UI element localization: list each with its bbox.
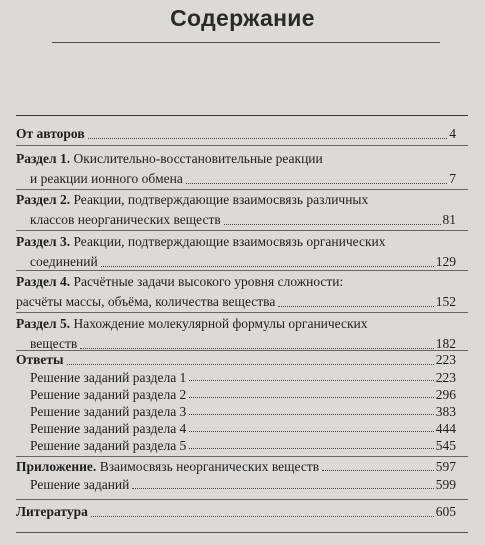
entry-label: Ответы (16, 352, 64, 367)
dot-leader (322, 470, 434, 471)
entry-title: Реакции, подтверждающие взаимосвязь органических (73, 234, 386, 249)
page-number: 152 (435, 294, 456, 309)
item-title: Решение заданий раздела 4 (30, 421, 187, 436)
entry-title: Окислительно-восстановительные реакции (73, 151, 323, 166)
item-title: Решение заданий (30, 477, 130, 492)
list-item[interactable] (16, 403, 456, 420)
list-item[interactable] (16, 386, 456, 403)
divider (16, 456, 468, 457)
entry-title: Взаимосвязь неорганических веществ (99, 459, 320, 474)
dot-leader (224, 224, 441, 225)
dot-leader (189, 397, 433, 398)
dot-leader (88, 138, 448, 139)
entry-label: Приложение. (16, 459, 97, 474)
entry-title-cont: веществ (30, 336, 78, 351)
entry-title-cont: и реакции ионного обмена (30, 171, 183, 186)
page-number: 599 (435, 477, 456, 492)
page-number: 444 (435, 421, 456, 436)
page-number: 182 (435, 336, 456, 351)
divider (16, 499, 468, 500)
dot-leader (189, 414, 433, 415)
page-number: 81 (442, 212, 456, 227)
entry-label: Литература (16, 504, 88, 519)
toc-entry-section-3[interactable] (16, 232, 456, 272)
entry-title: Реакции, подтверждающие взаимосвязь различных (73, 192, 369, 207)
page-number: 383 (435, 404, 456, 419)
dot-leader (80, 348, 433, 349)
toc-entry-appendix[interactable] (16, 458, 456, 494)
item-title: Решение заданий раздела 2 (30, 387, 187, 402)
toc-entry-from-authors[interactable] (16, 124, 456, 144)
item-title: Решение заданий раздела 3 (30, 404, 187, 419)
divider (16, 230, 468, 231)
entry-label: Раздел 5. (16, 316, 71, 331)
divider (16, 312, 468, 313)
toc-entry-answers[interactable] (16, 350, 456, 370)
list-item[interactable] (16, 476, 456, 494)
entry-title-cont: расчёты массы, объёма, количества вещества (16, 294, 276, 309)
entry-title: Нахождение молекулярной формулы органических (73, 316, 368, 331)
toc-entry-section-4[interactable] (16, 272, 456, 312)
entry-title-cont: классов неорганических веществ (30, 212, 221, 227)
toc-entry-section-1[interactable] (16, 149, 456, 189)
entry-label: Раздел 4. (16, 274, 71, 289)
entry-label: Раздел 2. (16, 192, 71, 207)
dot-leader (189, 380, 433, 381)
dot-leader (189, 431, 433, 432)
bottom-divider (16, 532, 468, 533)
page-number: 605 (435, 504, 456, 519)
entry-title-cont: соединений (30, 254, 98, 269)
divider (16, 145, 468, 146)
page-number: 129 (435, 254, 456, 269)
entry-label: Раздел 1. (16, 151, 71, 166)
page-title: Содержание (170, 5, 315, 31)
list-item[interactable] (16, 437, 456, 454)
page-number: 545 (435, 438, 456, 453)
toc-entry-section-2[interactable] (16, 190, 456, 230)
page-number: 597 (435, 459, 456, 474)
page-number: 296 (435, 387, 456, 402)
entry-label: Раздел 3. (16, 234, 71, 249)
dot-leader (67, 364, 434, 365)
dot-leader (189, 448, 433, 449)
dot-leader (101, 266, 434, 267)
toc-entry-section-5[interactable] (16, 314, 456, 354)
toc-entry-literature[interactable] (16, 502, 456, 522)
title-underline (52, 42, 440, 43)
dot-leader (278, 306, 433, 307)
dot-leader (91, 516, 434, 517)
page-number: 223 (435, 352, 456, 367)
item-title: Решение заданий раздела 5 (30, 438, 187, 453)
answers-list (16, 369, 456, 454)
list-item[interactable] (16, 369, 456, 386)
entry-title: Расчётные задачи высокого уровня сложности: (73, 274, 344, 289)
entry-label: От авторов (16, 126, 85, 141)
page-number: 4 (449, 126, 456, 141)
item-title: Решение заданий раздела 1 (30, 370, 187, 385)
divider (16, 270, 468, 271)
dot-leader (132, 488, 433, 489)
top-divider (16, 115, 468, 116)
list-item[interactable] (16, 420, 456, 437)
dot-leader (186, 183, 447, 184)
page-number: 223 (435, 370, 456, 385)
page-number: 7 (449, 171, 456, 186)
